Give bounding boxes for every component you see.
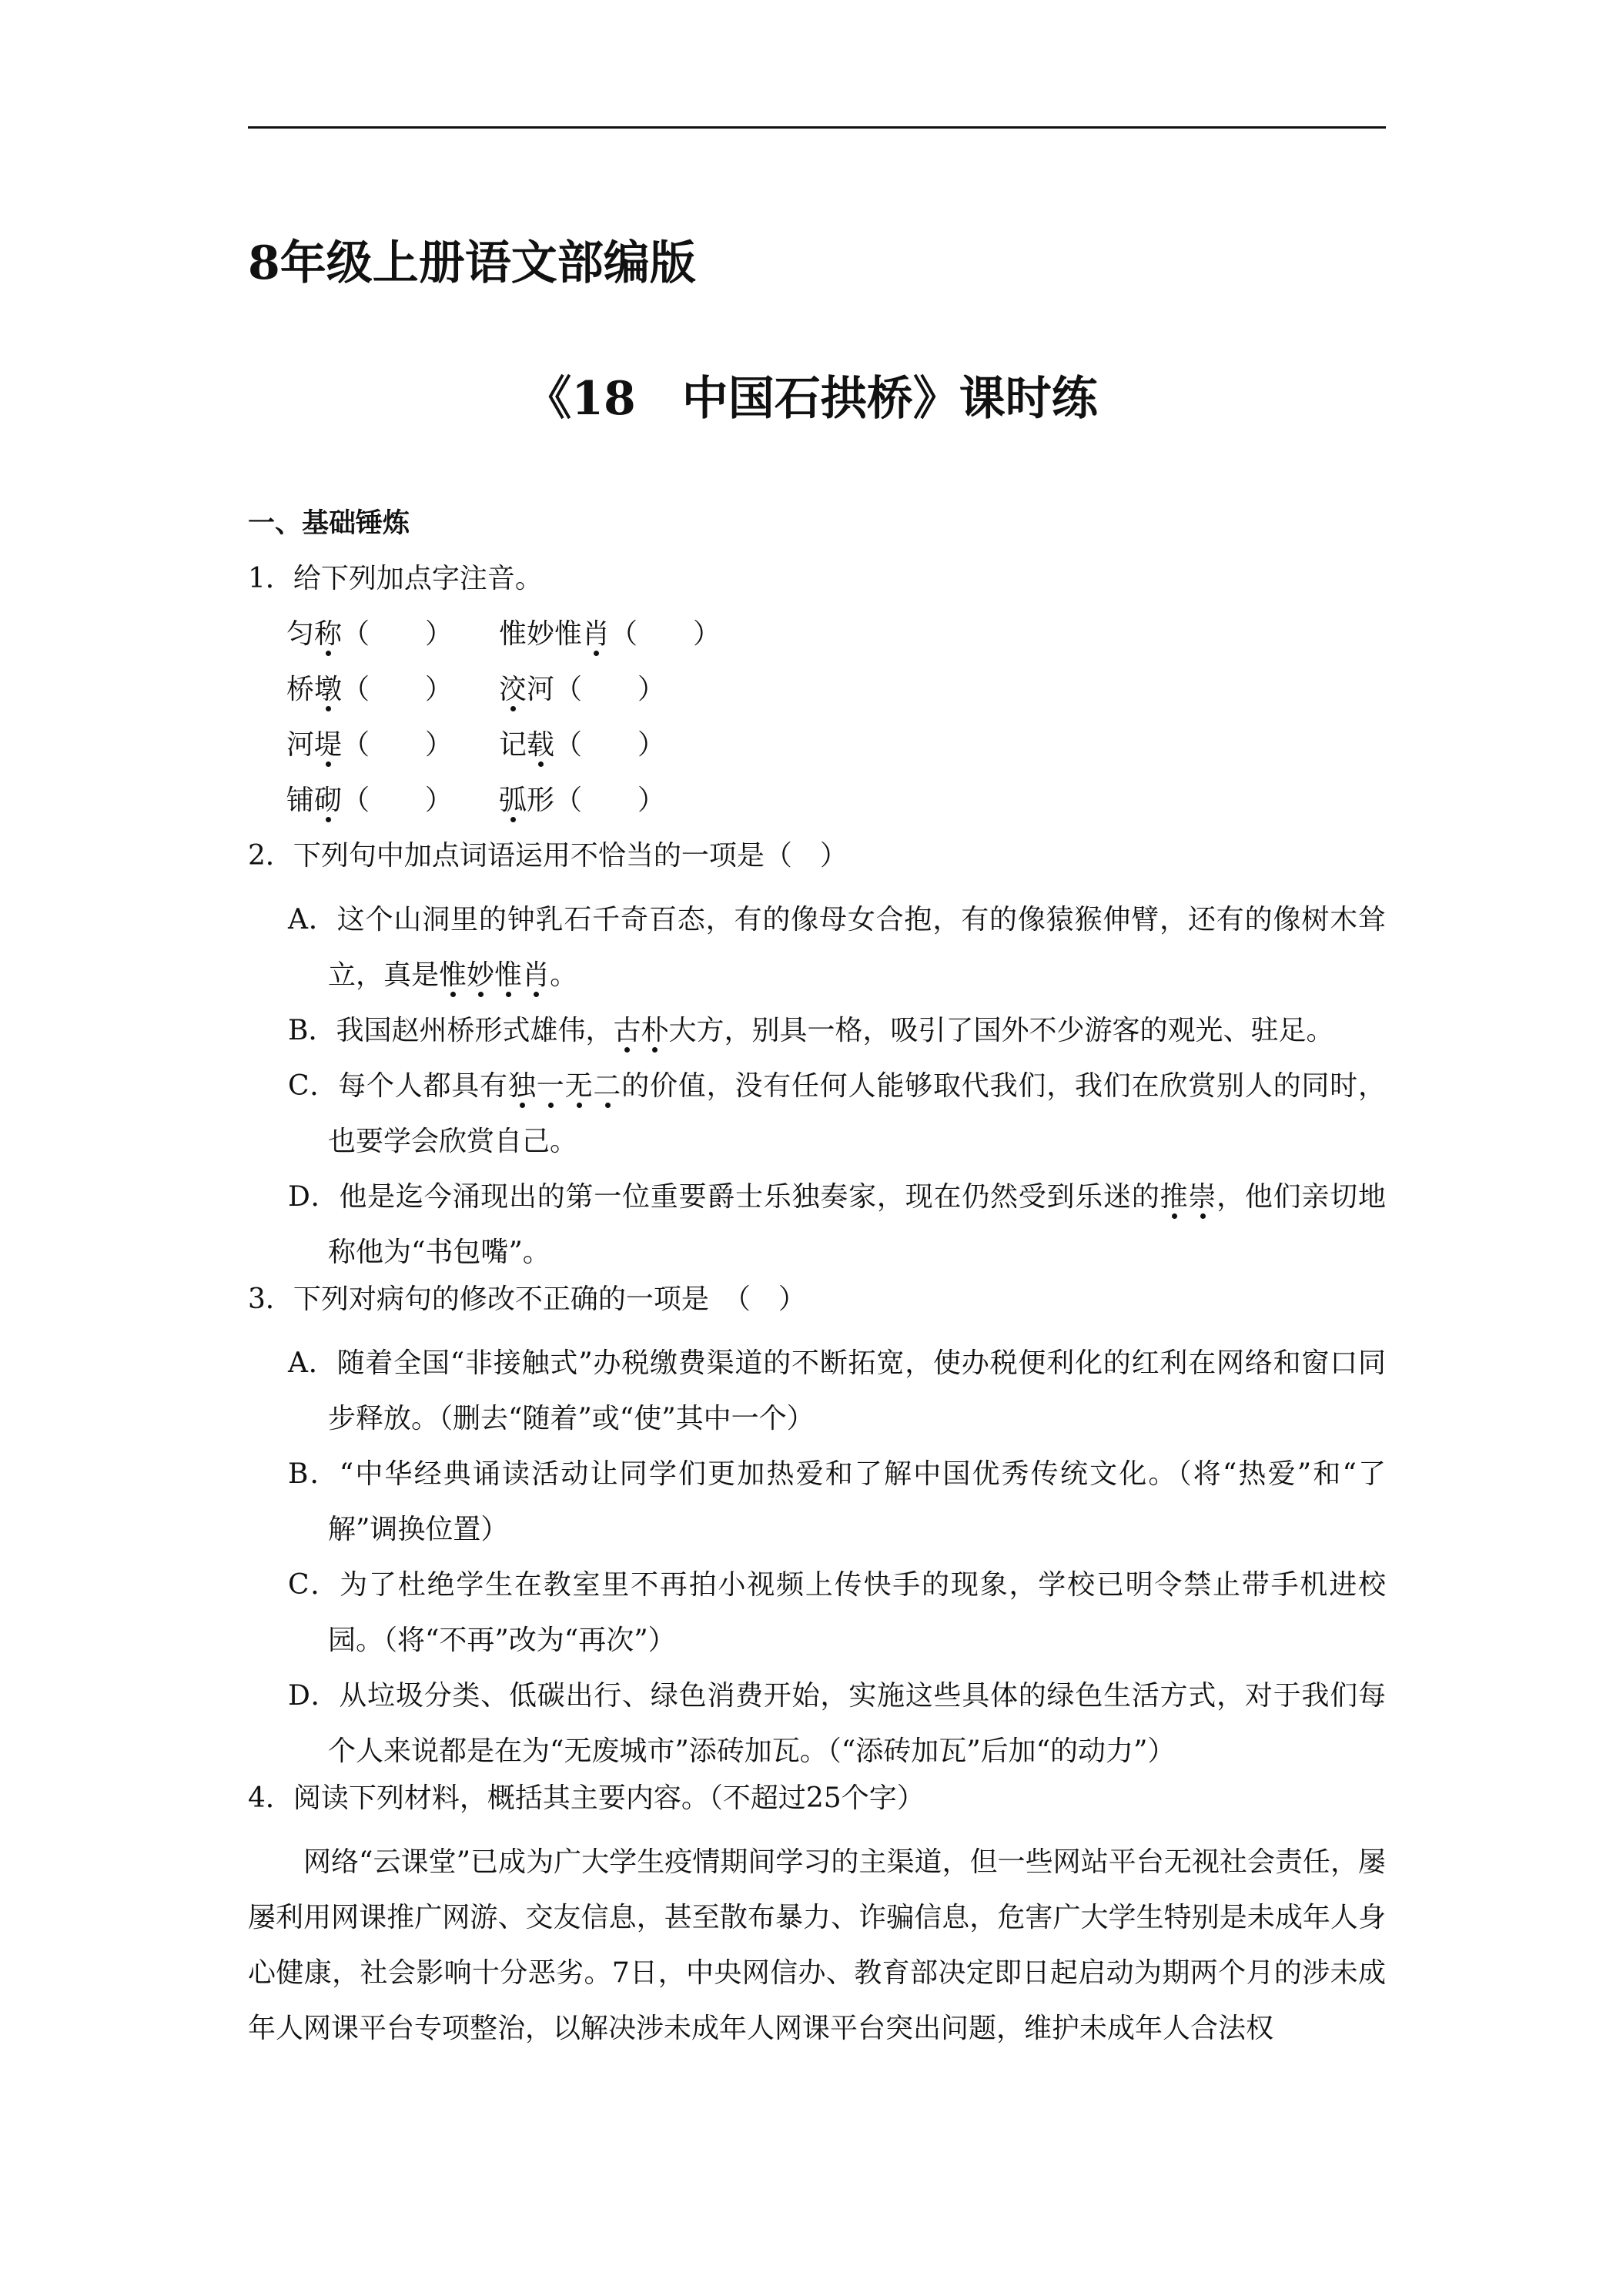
- pinyin-item: 铺砌（ ）: [286, 785, 453, 816]
- question-2-option-d: D．他是迄今涌现出的第一位重要爵士乐独奏家，现在仍然受到乐迷的推崇，他们亲切地称他为“书包嘴”。: [288, 1181, 1386, 1268]
- pinyin-item: 匀称（ ）: [286, 618, 453, 650]
- exercise-content: [248, 504, 1386, 2057]
- lesson-title-text: 中国石拱桥》课时练: [681, 372, 1098, 426]
- dotted-word: [1160, 1181, 1217, 1213]
- question-1-row: [248, 615, 1386, 654]
- dotted-char: 妙: [467, 959, 495, 991]
- question-3-option-a: A．随着全国“非接触式”办税缴费渠道的不断拓宽，使办税便利化的红利在网络和窗口同步释放。（删去“随着”或“使”其中一个）: [288, 1347, 1386, 1434]
- dotted-char: 独: [507, 1070, 537, 1102]
- question-2-option-b: B．我国赵州桥形式雄伟，古朴大方，别具一格，吸引了国外不少游客的观光、驻足。: [288, 1015, 1334, 1046]
- dotted-char: 墩: [314, 674, 343, 705]
- question-3-option-b: B．“中华经典诵读活动让同学们更加热爱和了解中国优秀传统文化。（将“热爱”和“了解”调换位置）: [288, 1458, 1386, 1545]
- dotted-word: [613, 1015, 668, 1046]
- question-2-option-a: A．这个山洞里的钟乳石千奇百态，有的像母女合抱，有的像猿猴伸臂，还有的像树木耸立，真是惟妙惟肖。: [288, 904, 1386, 991]
- dotted-char: 朴: [641, 1015, 669, 1046]
- question-2-stem: 2．下列句中加点词语运用不恰当的一项是（ ）: [248, 840, 848, 872]
- grade-title: 8年级上册语文部编版: [248, 236, 696, 290]
- dotted-char: 载: [527, 729, 555, 761]
- dotted-char: 弧: [499, 785, 527, 816]
- dotted-word: [439, 959, 550, 991]
- pinyin-item: 桥墩（ ）: [286, 674, 453, 705]
- pinyin-item: 记载（ ）: [499, 729, 666, 761]
- dotted-char: 惟: [439, 959, 467, 991]
- question-1-row: [248, 671, 1386, 709]
- pinyin-item: 河堤（ ）: [286, 729, 453, 761]
- lesson-title-number: 《18: [525, 372, 636, 426]
- dotted-char: 一: [536, 1070, 565, 1102]
- dotted-char: 洨: [499, 674, 527, 705]
- dotted-char: 砌: [314, 785, 343, 816]
- dotted-char: 堤: [314, 729, 343, 761]
- dotted-char: 肖: [522, 959, 550, 991]
- question-2-option-c: C．每个人都具有独一无二的价值，没有任何人能够取代我们，我们在欣赏别人的同时，也要学会欣赏自己。: [288, 1070, 1386, 1157]
- dotted-char: 崇: [1188, 1181, 1217, 1213]
- question-1-row: [248, 782, 1386, 820]
- dotted-char: 肖: [582, 618, 611, 650]
- dotted-char: 推: [1160, 1181, 1189, 1213]
- question-3-option-d: D．从垃圾分类、低碳出行、绿色消费开始，实施这些具体的绿色生活方式，对于我们每个人来说都是在为“无废城市”添砖加瓦。（“添砖加瓦”后加“的动力”）: [288, 1680, 1386, 1767]
- dotted-char: 无: [564, 1070, 594, 1102]
- dotted-char: 称: [314, 618, 343, 650]
- dotted-char: 惟: [494, 959, 523, 991]
- dotted-word: [508, 1070, 621, 1102]
- dotted-char: 二: [593, 1070, 622, 1102]
- section-title: 一、基础锤炼: [248, 507, 410, 539]
- question-3-option-c: C．为了杜绝学生在教室里不再拍小视频上传快手的现象，学校已明令禁止带手机进校园。（将“不再”改为“再次”）: [288, 1569, 1386, 1656]
- question-3-stem: 3．下列对病句的修改不正确的一项是 （ ）: [248, 1284, 806, 1315]
- pinyin-item: 弧形（ ）: [499, 785, 666, 816]
- question-4-passage: 网络“云课堂”已成为广大学生疫情期间学习的主渠道，但一些网站平台无视社会责任，屡屡利用网课推广网游、交友信息，甚至散布暴力、诈骗信息，危害广大学生特别是未成年人身心健康，社会影响十分恶劣。7日，中央网信办、教育部决定即日起启动为期两个月的涉未成年人网课平台专项整治，以解决涉未成年人网课平台突出问题，维护未成年人合法权: [248, 1846, 1386, 2044]
- dotted-char: 古: [613, 1015, 641, 1046]
- pinyin-item: 洨河（ ）: [499, 674, 666, 705]
- question-1-stem: 1．给下列加点字注音。: [248, 563, 543, 594]
- lesson-title: [0, 368, 1623, 430]
- pinyin-item: 惟妙惟肖（ ）: [499, 618, 721, 650]
- question-4-stem: 4．阅读下列材料，概括其主要内容。（不超过25个字）: [248, 1782, 925, 1814]
- header-rule: [248, 126, 1386, 129]
- question-1-row: [248, 726, 1386, 765]
